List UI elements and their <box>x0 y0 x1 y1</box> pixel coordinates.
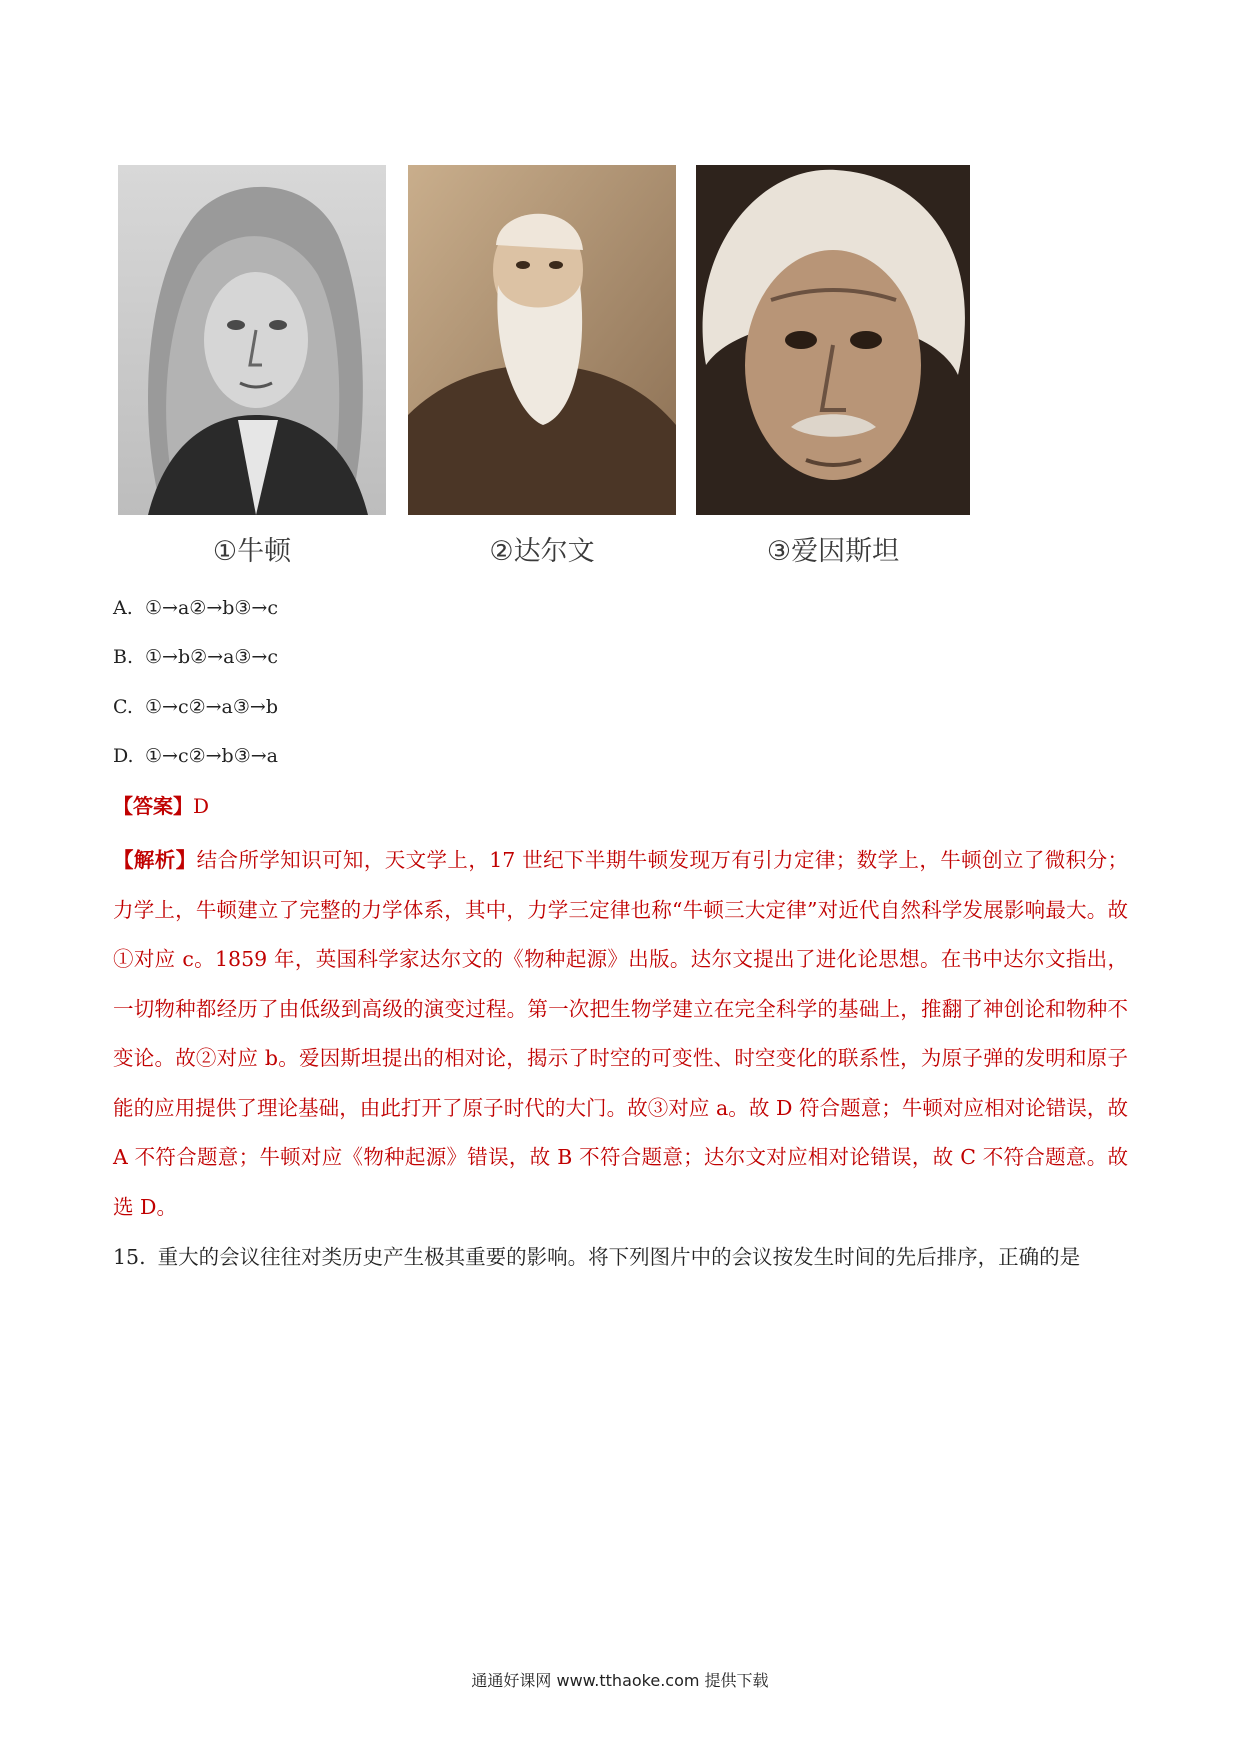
option-c <box>113 693 278 721</box>
portrait-caption-3: ③爱因斯坦 <box>766 536 900 567</box>
option-a-text: ①→a②→b③→c <box>145 597 278 619</box>
portrait-caption-1: ①牛顿 <box>212 536 292 567</box>
portrait-caption-2: ②达尔文 <box>489 536 595 567</box>
option-b-letter: B. <box>113 646 134 668</box>
option-a <box>113 594 278 622</box>
newton-portrait-icon <box>118 165 386 515</box>
option-d-text: ①→c②→b③→a <box>145 745 278 767</box>
option-b-text: ①→b②→a③→c <box>145 646 278 668</box>
answer-value: D <box>193 794 210 818</box>
option-c-text: ①→c②→a③→b <box>145 696 278 718</box>
option-d <box>113 742 278 770</box>
darwin-portrait-icon <box>408 165 676 515</box>
einstein-portrait <box>696 165 970 515</box>
option-d-letter: D. <box>113 745 134 767</box>
option-b <box>113 643 278 671</box>
question-number: 15. <box>113 1245 146 1269</box>
analysis-tag: 【解析】 <box>113 848 197 872</box>
answer-line <box>113 792 209 820</box>
analysis-paragraph <box>113 836 1128 1232</box>
einstein-portrait-icon <box>696 165 970 515</box>
analysis-text: 结合所学知识可知，天文学上，17 世纪下半期牛顿发现万有引力定律；数学上，牛顿创立了微积分；力学上，牛顿建立了完整的力学体系，其中，力学三定律也称“牛顿三大定律”对近代自然科学发展影响最大。故①对应 c。1859 年，英国科学家达尔文的《物种起源》出版。达尔文提出了进化论思想。在书中达尔文指出，一切物种都经历了由低级到高级的演变过程。第一次把生物学建立在完全科学的基础上，推翻了神创论和物种不变论。故②对应 b。爱因斯坦提出的相对论，揭示了时空的可变性、时空变化的联系性，为原子弹的发明和原子能的应用提供了理论基础，由此打开了原子时代的大门。故③对应 a。故 D 符合题意；牛顿对应相对论错误，故 A 不符合题意；牛顿对应《物种起源》错误，故 B 不符合题意；达尔文对应相对论错误，故 C 不符合题意。故选 D。 <box>113 848 1128 1219</box>
question-15 <box>113 1233 1128 1283</box>
option-c-letter: C. <box>113 696 133 718</box>
option-a-letter: A. <box>113 597 133 619</box>
answer-tag: 【答案】 <box>113 794 193 818</box>
newton-portrait <box>118 165 386 515</box>
darwin-portrait <box>408 165 676 515</box>
page-footer: 通通好课网 www.tthaoke.com 提供下载 <box>471 1671 769 1690</box>
question-text: 重大的会议往往对类历史产生极其重要的影响。将下列图片中的会议按发生时间的先后排序，正确的是 <box>157 1245 1081 1269</box>
